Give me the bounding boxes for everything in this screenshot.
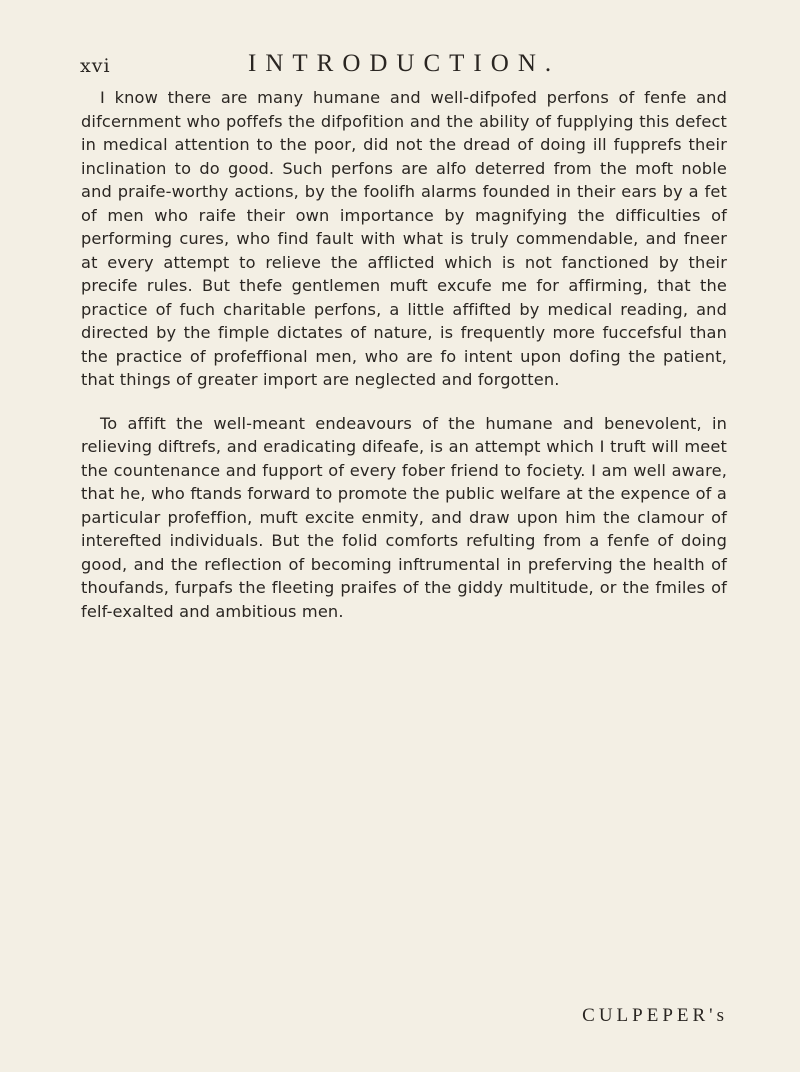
running-title: INTRODUCTION. [248, 50, 561, 77]
body-text [81, 86, 727, 623]
paragraph-1: I know there are many humane and well-difpofed perfons of fenfe and difcernment who poffefs the difpofition and the ability of fupplying this defect in medical attention to the poor, did not the dread of doing ill fupprefs their inclination to do good. Such perfons are alfo deterred from the moft noble and praife-worthy actions, by the foolifh alarms founded in their ears by a fet of men who raife their own importance by magnifying the difficulties of performing cures, who find fault with what is truly commendable, and fneer at every attempt to relieve the afflicted which is not fanctioned by their precife rules. But thefe gentlemen muft excufe me for affirming, that the practice of fuch charitable perfons, a little affifted by medical reading, and directed by the fimple dictates of nature, is frequently more fuccefsful than the practice of profeffional men, who are fo intent upon dofing the patient, that things of greater import are neglected and forgotten. [81, 88, 727, 389]
catchword: CULPEPER's [582, 1005, 728, 1026]
paragraph-2: To affift the well-meant endeavours of the humane and benevolent, in relieving diftrefs, and eradicating difeafe, is an attempt which I truft will meet the countenance and fupport of every fober friend to fociety. I am well aware, that he, who ftands forward to promote the public welfare at the expence of a particular profeffion, muft excite enmity, and draw upon him the clamour of interefted individuals. But the folid comforts refulting from a fenfe of doing good, and the reflection of becoming inftrumental in preferving the health of thoufands, furpafs the fleeting praifes of the giddy multitude, or the fmiles of felf-exalted and ambitious men. [81, 413, 727, 621]
page-number: xvi [80, 55, 111, 77]
